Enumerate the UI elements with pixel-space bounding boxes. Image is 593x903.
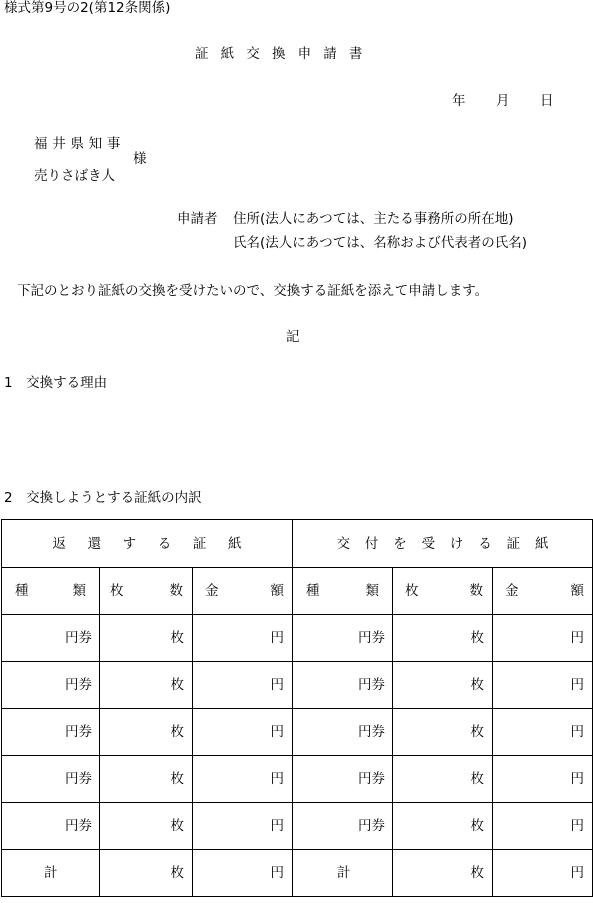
col-type2-char-2: 類 bbox=[365, 583, 379, 599]
col-amount-header bbox=[193, 568, 293, 615]
unit-ticket: 円券 bbox=[358, 677, 385, 693]
date-day-label: 日 bbox=[540, 93, 554, 109]
addressee-governor: 福井県知事 bbox=[34, 136, 126, 152]
ki-heading: 記 bbox=[286, 329, 300, 345]
col-type-char-1: 種 bbox=[15, 583, 29, 599]
received-type-cell[interactable] bbox=[293, 756, 393, 803]
unit-sheet: 枚 bbox=[470, 818, 484, 834]
received-amount-cell[interactable] bbox=[493, 709, 593, 756]
total-label-text: 計 bbox=[337, 865, 351, 881]
returned-count-cell[interactable] bbox=[100, 803, 193, 850]
unit-ticket: 円券 bbox=[358, 724, 385, 740]
col-amount2-char-1: 金 bbox=[505, 583, 519, 599]
group-received-stamps bbox=[293, 520, 593, 568]
addressee-seller: 売りさばき人 bbox=[34, 168, 115, 184]
unit-sheet: 枚 bbox=[170, 818, 184, 834]
col-count-header bbox=[100, 568, 193, 615]
unit-sheet: 枚 bbox=[170, 630, 184, 646]
table-row bbox=[2, 756, 593, 803]
unit-yen: 円 bbox=[270, 724, 284, 740]
unit-yen: 円 bbox=[570, 865, 585, 881]
unit-ticket: 円券 bbox=[358, 818, 385, 834]
col-type-header-2 bbox=[293, 568, 393, 615]
total-label-text: 計 bbox=[44, 865, 58, 881]
returned-count-cell[interactable] bbox=[100, 662, 193, 709]
col-type2-char-1: 種 bbox=[306, 583, 320, 599]
unit-yen: 円 bbox=[270, 630, 284, 646]
form-number: 様式第9号の2(第12条関係) bbox=[4, 0, 171, 16]
unit-ticket: 円券 bbox=[358, 630, 385, 646]
received-total-amount[interactable] bbox=[493, 850, 593, 897]
received-count-cell[interactable] bbox=[393, 662, 493, 709]
unit-sheet: 枚 bbox=[470, 724, 484, 740]
group-received-label: 交付を受ける証紙 bbox=[336, 535, 564, 552]
received-count-cell[interactable] bbox=[393, 615, 493, 662]
col-amount-header-2 bbox=[493, 568, 593, 615]
unit-sheet: 枚 bbox=[170, 865, 184, 881]
returned-amount-cell[interactable] bbox=[193, 709, 293, 756]
received-total-count[interactable] bbox=[393, 850, 493, 897]
statement-text: 下記のとおり証紙の交換を受けたいので、交換する証紙を添えて申請します。 bbox=[17, 283, 489, 299]
col-count-char-2: 数 bbox=[169, 583, 183, 599]
unit-sheet: 枚 bbox=[470, 677, 484, 693]
received-type-cell[interactable] bbox=[293, 615, 393, 662]
section-1-heading: 1 交換する理由 bbox=[4, 375, 108, 391]
unit-ticket: 円券 bbox=[65, 630, 92, 646]
returned-type-cell[interactable] bbox=[2, 756, 100, 803]
returned-type-cell[interactable] bbox=[2, 615, 100, 662]
unit-ticket: 円券 bbox=[65, 724, 92, 740]
applicant-address: 住所(法人にあつては、主たる事務所の所在地) bbox=[233, 211, 514, 227]
returned-amount-cell[interactable] bbox=[193, 756, 293, 803]
table-row bbox=[2, 803, 593, 850]
group-returned-stamps bbox=[2, 520, 293, 568]
col-type-header bbox=[2, 568, 100, 615]
col-count-header-2 bbox=[393, 568, 493, 615]
table-row bbox=[2, 662, 593, 709]
returned-amount-cell[interactable] bbox=[193, 615, 293, 662]
received-count-cell[interactable] bbox=[393, 803, 493, 850]
table-total-row bbox=[2, 850, 593, 897]
unit-yen: 円 bbox=[270, 818, 284, 834]
unit-sheet: 枚 bbox=[170, 724, 184, 740]
unit-ticket: 円券 bbox=[65, 818, 92, 834]
table-row bbox=[2, 709, 593, 756]
returned-amount-cell[interactable] bbox=[193, 662, 293, 709]
unit-ticket: 円券 bbox=[358, 771, 385, 787]
unit-yen: 円 bbox=[270, 771, 284, 787]
table-column-header-row bbox=[2, 568, 593, 615]
received-amount-cell[interactable] bbox=[493, 615, 593, 662]
col-count2-char-1: 枚 bbox=[405, 583, 419, 599]
page-title: 証紙交換申請書 bbox=[195, 46, 375, 62]
unit-sheet: 枚 bbox=[470, 630, 484, 646]
date-month-label: 月 bbox=[496, 93, 510, 109]
stamp-breakdown-table bbox=[1, 519, 593, 897]
unit-sheet: 枚 bbox=[170, 771, 184, 787]
addressee-honorific: 様 bbox=[133, 151, 147, 167]
group-returned-label: 返還する証紙 bbox=[52, 535, 264, 552]
received-type-cell[interactable] bbox=[293, 803, 393, 850]
unit-yen: 円 bbox=[270, 677, 284, 693]
section-2-heading: 2 交換しようとする証紙の内訳 bbox=[4, 490, 202, 506]
returned-count-cell[interactable] bbox=[100, 615, 193, 662]
received-type-cell[interactable] bbox=[293, 662, 393, 709]
applicant-label: 申請者 bbox=[177, 211, 218, 227]
returned-total-amount[interactable] bbox=[193, 850, 293, 897]
returned-total-count[interactable] bbox=[100, 850, 193, 897]
received-count-cell[interactable] bbox=[393, 709, 493, 756]
unit-yen: 円 bbox=[570, 724, 585, 740]
returned-type-cell[interactable] bbox=[2, 803, 100, 850]
returned-count-cell[interactable] bbox=[100, 709, 193, 756]
received-count-cell[interactable] bbox=[393, 756, 493, 803]
returned-type-cell[interactable] bbox=[2, 662, 100, 709]
unit-yen: 円 bbox=[570, 630, 585, 646]
unit-yen: 円 bbox=[570, 677, 585, 693]
returned-amount-cell[interactable] bbox=[193, 803, 293, 850]
received-type-cell[interactable] bbox=[293, 709, 393, 756]
returned-total-label bbox=[2, 850, 100, 897]
received-amount-cell[interactable] bbox=[493, 662, 593, 709]
unit-ticket: 円券 bbox=[65, 771, 92, 787]
received-amount-cell[interactable] bbox=[493, 756, 593, 803]
applicant-name: 氏名(法人にあつては、名称および代表者の氏名) bbox=[233, 235, 528, 251]
col-amount-char-1: 金 bbox=[205, 583, 219, 599]
col-type-char-2: 類 bbox=[72, 583, 86, 599]
col-amount2-char-2: 額 bbox=[570, 583, 585, 599]
col-amount-char-2: 額 bbox=[270, 583, 284, 599]
unit-yen: 円 bbox=[270, 865, 284, 881]
table-group-header-row bbox=[2, 520, 593, 568]
unit-sheet: 枚 bbox=[170, 677, 184, 693]
returned-type-cell[interactable] bbox=[2, 709, 100, 756]
table-row bbox=[2, 615, 593, 662]
received-amount-cell[interactable] bbox=[493, 803, 593, 850]
unit-yen: 円 bbox=[570, 818, 585, 834]
date-year-label: 年 bbox=[452, 93, 466, 109]
unit-sheet: 枚 bbox=[470, 865, 484, 881]
received-total-label bbox=[293, 850, 393, 897]
unit-ticket: 円券 bbox=[65, 677, 92, 693]
returned-count-cell[interactable] bbox=[100, 756, 193, 803]
unit-yen: 円 bbox=[570, 771, 585, 787]
col-count2-char-2: 数 bbox=[469, 583, 483, 599]
unit-sheet: 枚 bbox=[470, 771, 484, 787]
col-count-char-1: 枚 bbox=[110, 583, 124, 599]
